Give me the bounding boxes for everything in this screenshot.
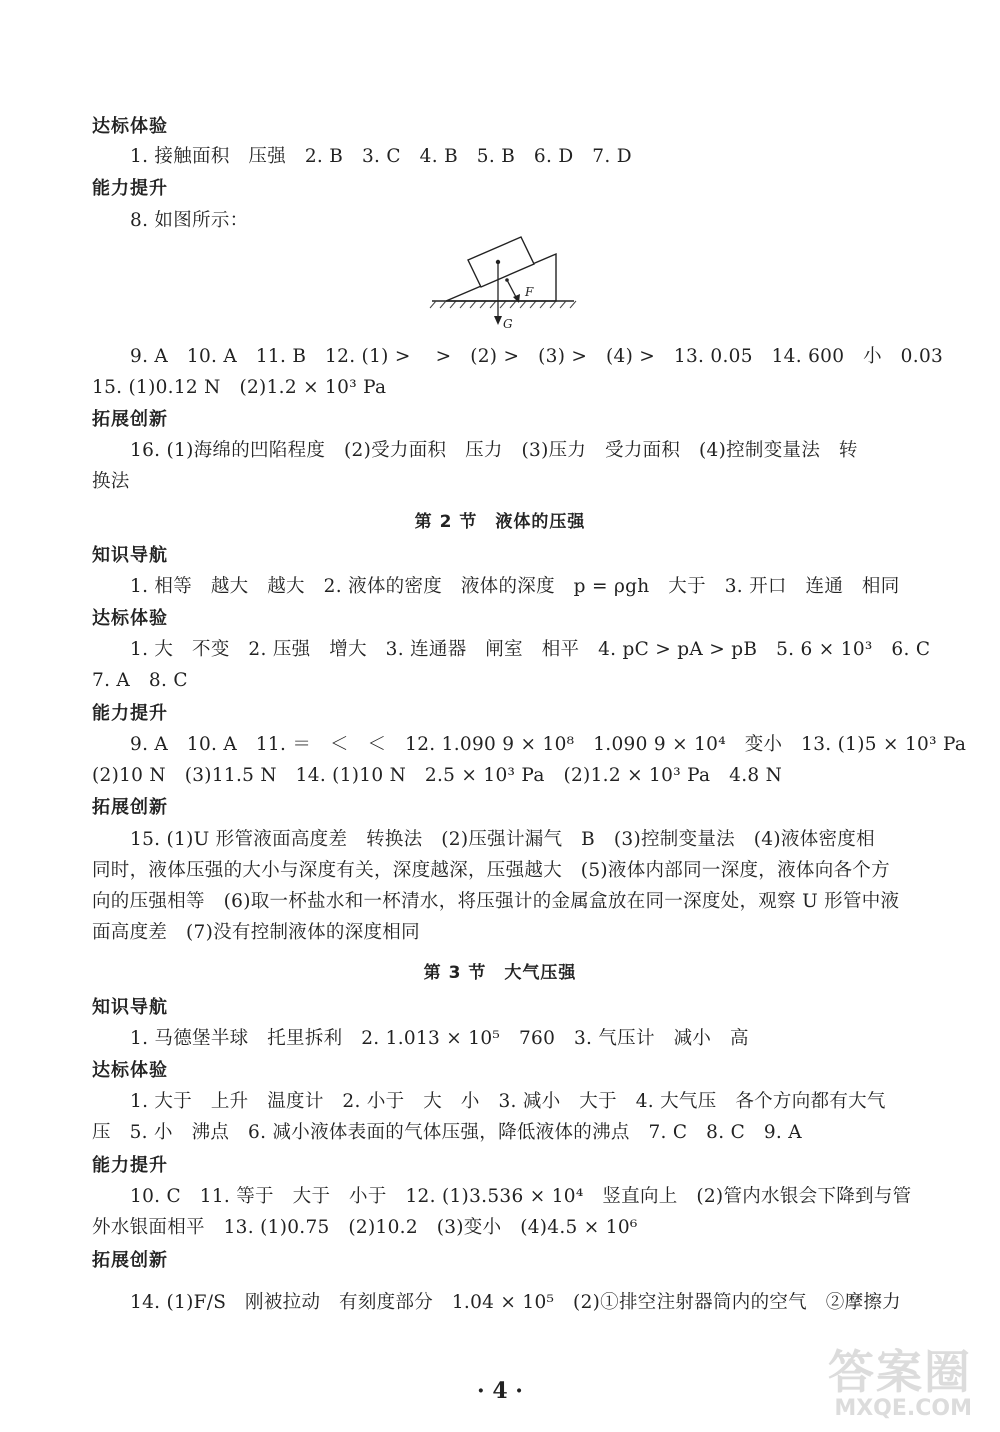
answer-line: 14. (1)F/S 刚被拉动 有刻度部分 1.04 × 10⁵ (2)①排空注射器筒内的空气 ②摩擦力 (130, 1292, 901, 1313)
answer-line: 1. 接触面积 压强 2. B 3. C 4. B 5. B 6. D 7. D (130, 146, 632, 167)
answer-line: 换法 (92, 471, 130, 492)
watermark-site: MXQE.COM (834, 1396, 972, 1421)
answer-line: 1. 马德堡半球 托里拆利 2. 1.013 × 10⁵ 760 3. 气压计 减小 高 (130, 1028, 749, 1049)
answer-line: 7. A 8. C (92, 670, 188, 691)
answer-line: 9. A 10. A 11. B 12. (1) > > (2) > (3) > (4) > 13. 0.05 14. 600 小 0.03 (130, 346, 944, 367)
heading-extension: 拓展创新 (92, 1250, 168, 1271)
force-label-f: F (525, 285, 534, 299)
section-title-liquid-pressure: 第 2 节 液体的压强 (414, 512, 586, 532)
answer-line: 同时，液体压强的大小与深度有关，深度越深，压强越大 (5)液体内部同一深度，液体向各个方 (92, 860, 890, 881)
answer-line: 16. (1)海绵的凹陷程度 (2)受力面积 压力 (3)压力 受力面积 (4)控制变量法 转 (130, 440, 858, 461)
heading-extension: 拓展创新 (92, 409, 168, 430)
answer-line: 9. A 10. A 11. ＝ ＜ ＜ 12. 1.090 9 × 10⁸ 1.090 9 × 10⁴ 变小 13. (1)5 × 10³ Pa (130, 734, 967, 755)
answer-line: 10. C 11. 等于 大于 小于 12. (1)3.536 × 10⁴ 竖直向上 (2)管内水银会下降到与管 (130, 1186, 912, 1207)
answer-line: 1. 大于 上升 温度计 2. 小于 大 小 3. 减小 大于 4. 大气压 各个方向都有大气 (130, 1091, 886, 1112)
section-title-atmospheric-pressure: 第 3 节 大气压强 (423, 963, 577, 983)
answer-line: 向的压强相等 (6)取一杯盐水和一杯清水，将压强计的金属盒放在同一深度处，观察 U 形管中液 (92, 891, 900, 912)
heading-ability: 能力提升 (92, 1155, 168, 1176)
answer-line: 15. (1)0.12 N (2)1.2 × 10³ Pa (92, 377, 387, 398)
answer-line: 8. 如图所示： (130, 210, 249, 231)
answer-line: 压 5. 小 沸点 6. 减小液体表面的气体压强，降低液体的沸点 7. C 8. C 9. A (92, 1122, 802, 1143)
heading-practice: 达标体验 (92, 1060, 168, 1081)
answer-line: 外水银面相平 13. (1)0.75 (2)10.2 (3)变小 (4)4.5 × 10⁶ (92, 1217, 638, 1238)
incline-force-diagram (428, 232, 578, 332)
answer-line: (2)10 N (3)11.5 N 14. (1)10 N 2.5 × 10³ Pa (2)1.2 × 10³ Pa 4.8 N (92, 765, 783, 786)
answer-line: 15. (1)U 形管液面高度差 转换法 (2)压强计漏气 B (3)控制变量法 (4)液体密度相 (130, 829, 875, 850)
watermark-logo (828, 1336, 972, 1421)
heading-practice: 达标体验 (92, 116, 168, 137)
watermark-main: 答案圈 (828, 1345, 972, 1399)
heading-knowledge: 知识导航 (92, 997, 168, 1018)
heading-knowledge: 知识导航 (92, 545, 168, 566)
heading-ability: 能力提升 (92, 178, 168, 199)
force-label-g: G (503, 317, 513, 331)
answer-line: 面高度差 (7)没有控制液体的深度相同 (92, 922, 420, 943)
heading-ability: 能力提升 (92, 703, 168, 724)
answer-line: 1. 相等 越大 越大 2. 液体的密度 液体的深度 p = ρgh 大于 3. 开口 连通 相同 (130, 576, 900, 597)
heading-extension: 拓展创新 (92, 797, 168, 818)
heading-practice: 达标体验 (92, 608, 168, 629)
page-number: · 4 · (477, 1378, 523, 1404)
answer-line: 1. 大 不变 2. 压强 增大 3. 连通器 闸室 相平 4. pC > pA > pB 5. 6 × 10³ 6. C (130, 639, 931, 660)
